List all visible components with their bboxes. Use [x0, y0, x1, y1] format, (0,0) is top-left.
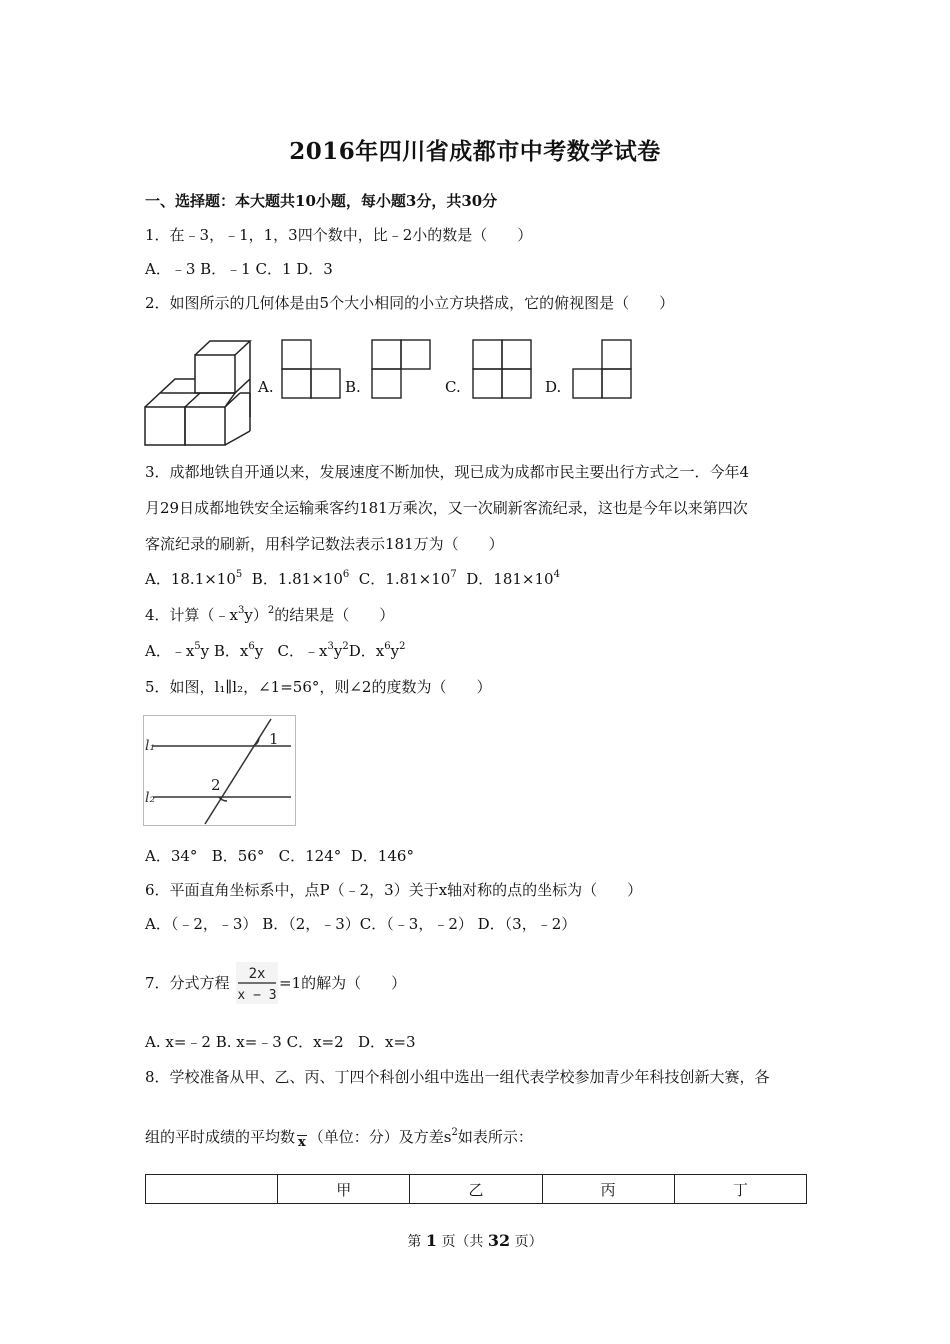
q7-denominator: x − 3: [237, 988, 277, 1003]
q2-stem: 2．如图所示的几何体是由5个大小相同的小立方块搭成，它的俯视图是（ ）: [145, 294, 675, 312]
q7-numerator: 2x: [248, 966, 266, 982]
table-header-cell: [146, 1175, 278, 1204]
q1-stem: 1．在﹣3，﹣1，1，3四个数中，比﹣2小的数是（ ）: [145, 226, 533, 244]
q2-option-b-label: B.: [345, 378, 361, 396]
section-heading: 一、选择题：本大题共10小题，每小题3分，共30分: [145, 192, 498, 210]
q8-line-1: 8．学校准备从甲、乙、丙、丁四个科创小组中选出一组代表学校参加青少年科技创新大赛，各: [145, 1068, 770, 1086]
table-header-cell: 丙: [542, 1175, 674, 1204]
q1-options: A．﹣3 B．﹣1 C．1 D．3: [145, 260, 333, 278]
table-header-cell: 乙: [410, 1175, 542, 1204]
q2-option-d-label: D.: [545, 378, 562, 396]
current-page-number: 1: [425, 1231, 437, 1250]
q8-line-2: 组的平时成绩的平均数 x （单位：分）及方差$s^2$如表所示：: [145, 1127, 533, 1150]
q2-solid-figure: [143, 339, 253, 447]
q5-options: A．34° B．56° C．124° D．146°: [145, 847, 414, 865]
q2-option-d-figure: [572, 339, 634, 401]
q6-options: A．（﹣2，﹣3） B．（2，﹣3）C．（﹣3，﹣2） D．（3，﹣2）: [145, 915, 577, 933]
q7-stem-pre: 7．分式方程: [145, 974, 230, 992]
q3-options: A．$18.1\times 10^5$ B．$1.81\times 10^6$ C．$1.81\times 10^7$ D．$181\times 10^4$: [145, 569, 560, 588]
q5-stem: 5．如图，l₁∥l₂，∠1=56°，则∠2的度数为（ ）: [145, 678, 492, 696]
page-title: 2016年四川省成都市中考数学试卷: [289, 138, 661, 165]
q7-options: A. x=﹣2 B. x=﹣3 C．x=2 D．x=3: [145, 1033, 416, 1051]
page-footer: 第 1 页（共 32 页）: [407, 1231, 543, 1250]
q7-stem-post: =1的解为（ ）: [279, 974, 407, 992]
q8-mean-symbol: x: [298, 1135, 306, 1150]
q2-option-b-figure: [371, 339, 433, 401]
table-header-row: [146, 1175, 807, 1204]
q3-line-2: 月29日成都地铁安全运输乘客约181万乘次，又一次刷新客流纪录，这也是今年以来第四次: [145, 499, 748, 517]
q2-option-c-label: C.: [445, 378, 461, 396]
q2-option-a-label: A.: [258, 378, 274, 396]
q5-label-l2: l₂: [145, 790, 156, 806]
q2-option-c-figure: [472, 339, 534, 401]
total-page-count: 32: [487, 1231, 511, 1250]
q5-angle-2-label: 2: [211, 776, 221, 794]
q3-line-3: 客流纪录的刷新，用科学记数法表示181万为（ ）: [145, 535, 504, 553]
q4-stem: 4．计算$(﹣x^3y)^2$的结果是（ ）: [145, 605, 395, 624]
q4-options: A．$﹣x^5y$ B．$x^6y$ C．$﹣x^3y^2D$．$x^6y^2$: [145, 641, 406, 660]
q5-parallel-lines-figure: [143, 715, 297, 827]
q2-option-a-figure: [281, 339, 343, 401]
q3-line-1: 3．成都地铁自开通以来，发展速度不断加快，现已成为成都市民主要出行方式之一．今年4: [145, 463, 750, 481]
q6-stem: 6．平面直角坐标系中，点P（﹣2，3）关于x轴对称的点的坐标为（ ）: [145, 881, 643, 899]
table-header-cell: 甲: [278, 1175, 410, 1204]
table-header-cell: 丁: [674, 1175, 806, 1204]
q7-fraction: [236, 962, 278, 1004]
q5-angle-1-label: 1: [269, 730, 279, 748]
q5-label-l1: l₁: [145, 738, 156, 754]
q8-score-table: [145, 1174, 807, 1204]
